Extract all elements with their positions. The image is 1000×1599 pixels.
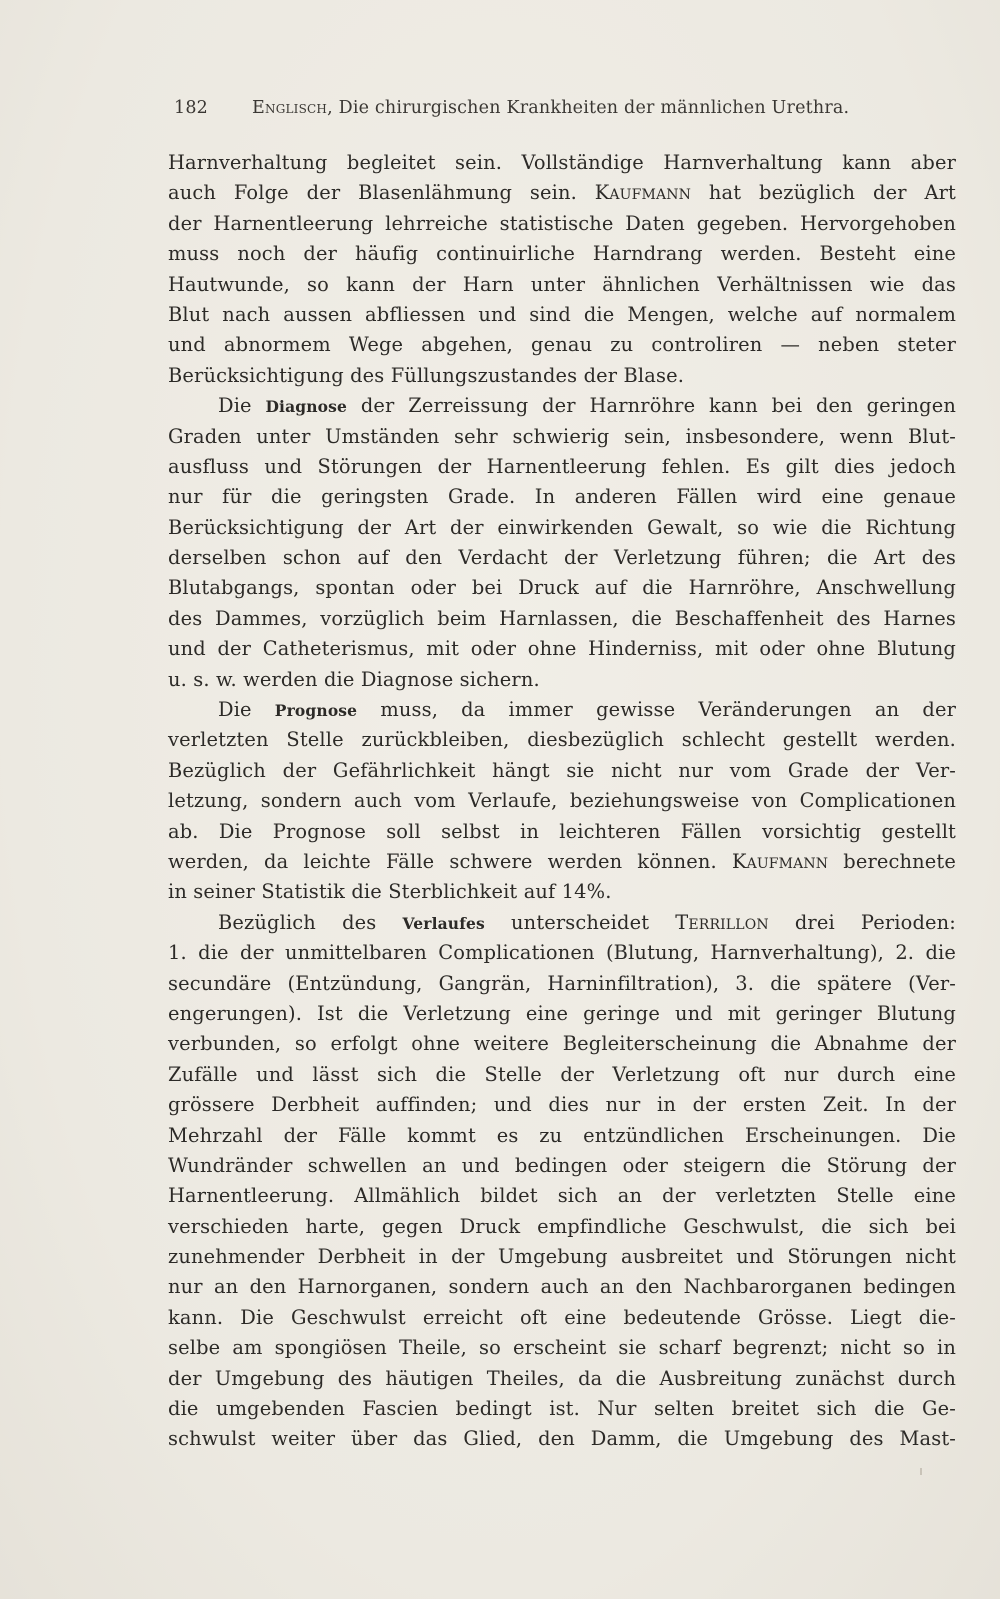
text-segment: des Dammes, vorzüglich beim Harnlassen, die Beschaffenheit des Harnes	[168, 606, 956, 630]
text-line	[168, 938, 956, 968]
text-line	[168, 1272, 956, 1302]
text-segment: und der Catheterismus, mit oder ohne Hinderniss, mit oder ohne Blutung	[168, 637, 956, 661]
text-segment: Bezüglich der Gefährlichkeit hängt sie nicht nur vom Grade der Ver-	[168, 758, 956, 782]
text-segment: auch Folge der Blasenlähmung sein.	[168, 181, 595, 205]
text-segment: nur an den Harnorganen, sondern auch an den Nachbarorganen bedingen	[168, 1275, 956, 1299]
text-segment: Berücksichtigung der Art der einwirkenden Gewalt, so wie die Richtung	[168, 515, 956, 539]
text-line	[168, 513, 956, 543]
page-number: 182	[174, 98, 209, 118]
text-segment: Die	[218, 394, 266, 418]
text-line	[168, 908, 956, 938]
text-segment: berechnete	[828, 849, 957, 873]
text-line	[168, 877, 956, 907]
text-line	[168, 1090, 956, 1120]
text-line	[168, 665, 956, 695]
text-line	[168, 178, 956, 208]
text-segment: der Umgebung des häutigen Theiles, da die Ausbreitung zunächst durch	[168, 1366, 956, 1390]
paper-speck	[920, 1468, 922, 1475]
text-line	[168, 148, 956, 178]
text-line	[168, 573, 956, 603]
small-caps-name: Terrillon	[675, 910, 769, 934]
text-line	[168, 1060, 956, 1090]
text-line	[168, 391, 956, 421]
text-line	[168, 999, 956, 1029]
section-keyword: Prognose	[274, 701, 358, 721]
text-segment: Blut nach aussen abfliessen und sind die Mengen, welche auf normalem	[168, 302, 956, 326]
text-line	[168, 361, 956, 391]
section-keyword: Diagnose	[265, 397, 348, 417]
text-segment: letzung, sondern auch vom Verlaufe, beziehungsweise von Complicationen	[168, 789, 956, 813]
text-segment: secundäre (Entzündung, Gangrän, Harninfiltration), 3. die spätere (Ver-	[168, 971, 956, 995]
text-line	[168, 969, 956, 999]
text-segment: werden, da leichte Fälle schwere werden können.	[168, 849, 732, 873]
text-line	[168, 1333, 956, 1363]
text-segment: Hautwunde, so kann der Harn unter ähnlichen Verhältnissen wie das	[168, 272, 956, 296]
text-segment: ab. Die Prognose soll selbst in leichteren Fällen vorsichtig gestellt	[168, 819, 956, 843]
text-line	[168, 1364, 956, 1394]
text-segment: 1. die der unmittelbaren Complicationen (Blutung, Harnverhaltung), 2. die	[168, 941, 956, 965]
text-line	[168, 847, 956, 877]
text-segment: grössere Derbheit auffinden; und dies nur in der ersten Zeit. In der	[168, 1093, 956, 1117]
text-line	[168, 756, 956, 786]
text-segment: schwulst weiter über das Glied, den Damm, die Umgebung des Mast-	[168, 1427, 956, 1451]
text-segment: zunehmender Derbheit in der Umgebung ausbreitet und Störungen nicht	[168, 1245, 956, 1269]
text-line	[168, 482, 956, 512]
text-segment: und abnormem Wege abgehen, genau zu controliren — neben steter	[168, 333, 956, 357]
body-text	[168, 148, 956, 1455]
text-segment: ausfluss und Störungen der Harnentleerung fehlen. Es gilt dies jedoch	[168, 454, 956, 478]
text-line	[168, 1181, 956, 1211]
text-line	[168, 270, 956, 300]
text-segment: Wundränder schwellen an und bedingen oder steigern die Störung der	[168, 1153, 956, 1177]
text-segment: muss noch der häufig continuirliche Harndrang werden. Besteht eine	[168, 242, 956, 266]
text-line	[168, 543, 956, 573]
text-line	[168, 1424, 956, 1454]
text-line	[168, 634, 956, 664]
text-segment: engerungen). Ist die Verletzung eine geringe und mit geringer Blutung	[168, 1001, 956, 1025]
text-segment: kann. Die Geschwulst erreicht oft eine bedeutende Grösse. Liegt die-	[168, 1305, 956, 1329]
text-line	[168, 1242, 956, 1272]
text-segment: in seiner Statistik die Sterblichkeit auf 14%.	[168, 880, 612, 904]
text-segment: verbunden, so erfolgt ohne weitere Begleiterscheinung die Abnahme der	[168, 1032, 956, 1056]
text-line	[168, 300, 956, 330]
text-segment: hat bezüglich der Art	[691, 181, 957, 205]
text-segment: Graden unter Umständen sehr schwierig sein, insbesondere, wenn Blut-	[168, 424, 956, 448]
text-segment: die umgebenden Fascien bedingt ist. Nur selten breitet sich die Ge-	[168, 1397, 956, 1421]
text-line	[168, 1303, 956, 1333]
text-segment: der Harnentleerung lehrreiche statistische Daten gegeben. Hervorgehoben	[168, 211, 956, 235]
text-segment: Blutabgangs, spontan oder bei Druck auf die Harnröhre, Anschwellung	[168, 576, 956, 600]
section-keyword: Verlaufes	[402, 913, 485, 933]
text-line	[168, 817, 956, 847]
text-line	[168, 1029, 956, 1059]
text-line	[168, 695, 956, 725]
text-line	[168, 604, 956, 634]
text-line	[168, 452, 956, 482]
small-caps-name: Kaufmann	[594, 181, 692, 205]
text-line	[168, 422, 956, 452]
text-segment: Mehrzahl der Fälle kommt es zu entzündlichen Erscheinungen. Die	[168, 1123, 956, 1147]
text-line	[168, 239, 956, 269]
text-line	[168, 1394, 956, 1424]
text-line	[168, 330, 956, 360]
text-segment: u. s. w. werden die Diagnose sichern.	[168, 667, 540, 691]
text-line	[168, 725, 956, 755]
text-segment: drei Perioden:	[768, 910, 956, 934]
text-segment: Harnverhaltung begleitet sein. Vollständige Harnverhaltung kann aber	[168, 151, 956, 174]
text-segment: verschieden harte, gegen Druck empfindliche Geschwulst, die sich bei	[168, 1214, 956, 1238]
text-line	[168, 786, 956, 816]
text-segment: Bezüglich des	[218, 910, 403, 934]
text-segment: Die	[218, 698, 275, 722]
text-segment: selbe am spongiösen Theile, so erscheint sie scharf begrenzt; nicht so in	[168, 1336, 956, 1360]
text-segment: verletzten Stelle zurückbleiben, diesbezüglich schlecht gestellt werden.	[168, 728, 956, 752]
text-line	[168, 209, 956, 239]
text-line	[168, 1121, 956, 1151]
text-line	[168, 1151, 956, 1181]
small-caps-name: Kaufmann	[731, 849, 829, 873]
text-segment: Berücksichtigung des Füllungszustandes der Blase.	[168, 363, 685, 387]
text-segment: muss, da immer gewisse Veränderungen an der	[357, 698, 956, 722]
header-author: Englisch	[252, 98, 328, 118]
running-head	[174, 98, 944, 118]
text-segment: der Zerreissung der Harnröhre kann bei den geringen	[347, 394, 956, 418]
text-segment: unterscheidet	[484, 910, 676, 934]
text-segment: Zufälle und lässt sich die Stelle der Verletzung oft nur durch eine	[168, 1062, 956, 1086]
text-segment: nur für die geringsten Grade. In anderen Fällen wird eine genaue	[168, 485, 956, 509]
text-line	[168, 1212, 956, 1242]
header-title: , Die chirurgischen Krankheiten der männlichen Urethra.	[327, 98, 850, 118]
text-segment: derselben schon auf den Verdacht der Verletzung führen; die Art des	[168, 546, 956, 570]
text-segment: Harnentleerung. Allmählich bildet sich an der verletzten Stelle eine	[168, 1184, 956, 1208]
